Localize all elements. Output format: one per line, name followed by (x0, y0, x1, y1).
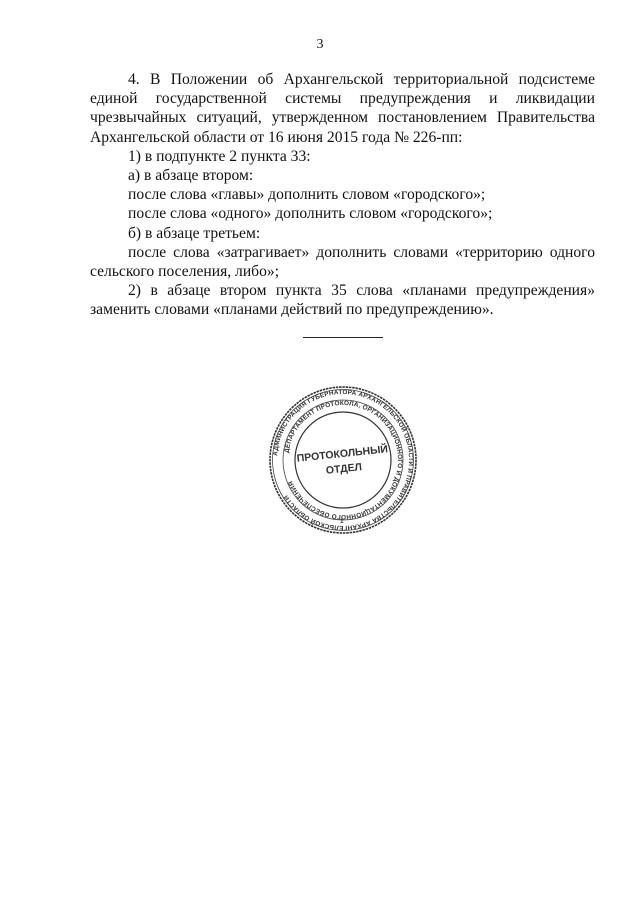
seal-center-line2: ОТДЕЛ (325, 461, 363, 477)
page-number: 3 (316, 37, 324, 52)
seal-inner-ring-text: ДЕПАРТАМЕНТ ПРОТОКОЛА, ОРГАНИЗАЦИОННОГО И ДОКУМЕНТАЦИОННОГО ОБЕСПЕЧЕНИЯ (283, 399, 404, 521)
official-stamp-seal (268, 385, 418, 535)
document-body (90, 70, 595, 320)
paragraph-subitem-a: а) в абзаце втором: (128, 167, 254, 185)
end-separator-line (303, 337, 383, 338)
paragraph-item-4: 4. В Положении об Архангельской территориальной подсистеме единой государственной системы предупреждения и ликвидации чрезвычайных ситуаций, утвержденном постановлением Правительства Архангельской области от 16 июня 2015 года № 226-пп: (90, 71, 595, 146)
seal-center-line1: ПРОТОКОЛЬНЫЙ (296, 443, 389, 465)
paragraph-amendment-glavy: после слова «главы» дополнить словом «городского»; (128, 186, 486, 204)
paragraph-subitem-b: б) в абзаце третьем: (128, 224, 261, 242)
paragraph-amendment-odnogo: после слова «одного» дополнить словом «городского»; (128, 205, 493, 223)
stamp-seal-graphic (268, 385, 418, 535)
seal-number-mark: 1 (340, 518, 344, 525)
paragraph-amendment-zatragivaet: после слова «затрагивает» дополнить словами «территорию одного сельского поселения, либо»; (90, 243, 595, 281)
seal-outer-ring-text: АДМИНИСТРАЦИЯ ГУБЕРНАТОРА АРХАНГЕЛЬСКОЙ ОБЛАСТИ И ПРАВИТЕЛЬСТВА АРХАНГЕЛЬСКОЙ ОБЛАСТИ (272, 388, 415, 532)
paragraph-subitem-2: 2) в абзаце втором пункта 35 слова «планами предупреждения» заменить словами «планами действий по предупреждению». (90, 282, 595, 319)
paragraph-subitem-1: 1) в подпункте 2 пункта 33: (128, 147, 311, 165)
